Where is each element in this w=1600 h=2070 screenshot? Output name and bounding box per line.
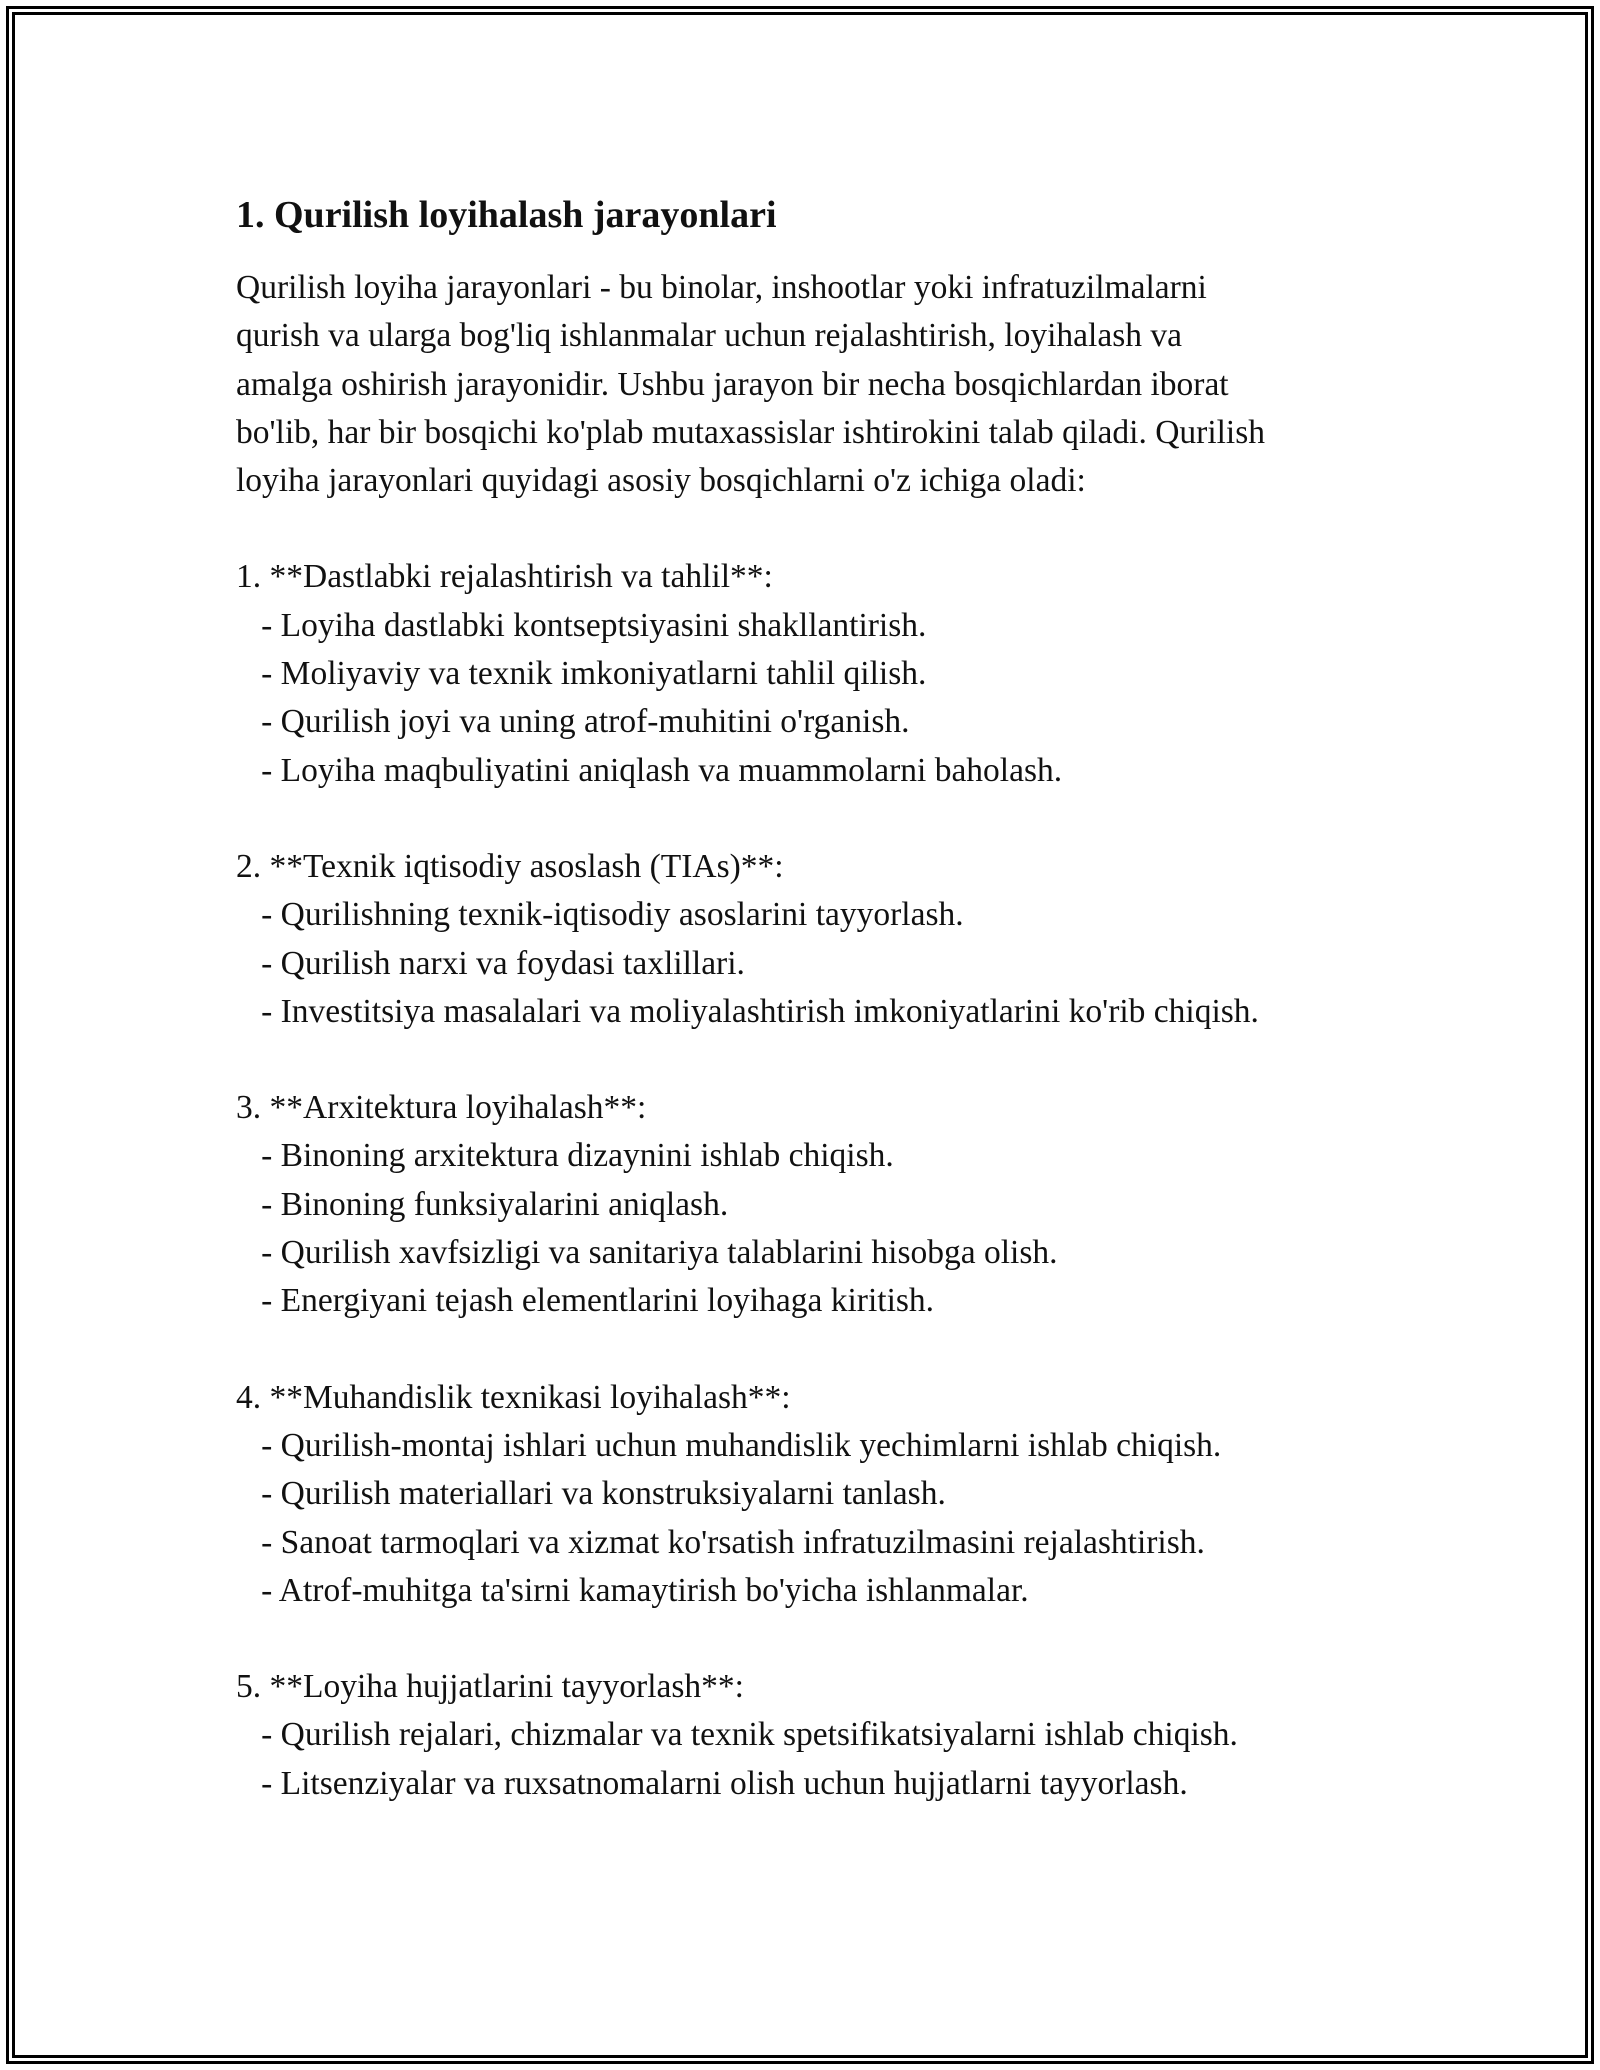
intro-line: bo'lib, har bir bosqichi ko'plab mutaxassislar ishtirokini talab qiladi. Qurilish xyxy=(236,413,1266,451)
stage-item: - Sanoat tarmoqlari va xizmat ko'rsatish infratuzilmasini rejalashtirish. xyxy=(236,1523,1205,1561)
stage-item: - Qurilish narxi va foydasi taxlillari. xyxy=(236,944,745,982)
stage-item: - Qurilishning texnik-iqtisodiy asoslarini tayyorlash. xyxy=(236,896,964,934)
intro-paragraph xyxy=(236,264,1386,505)
intro-line: Qurilish loyiha jarayonlari - bu binolar, inshootlar yoki infratuzilmalarni xyxy=(236,269,1207,306)
stages-list xyxy=(236,553,1386,1808)
intro-line: amalga oshirish jarayonidir. Ushbu jarayon bir necha bosqichlardan iborat xyxy=(236,365,1229,403)
document-body xyxy=(236,186,1386,1856)
intro-line: qurish va ularga bog'liq ishlanmalar uchun rejalashtirish, loyihalash va xyxy=(236,317,1182,355)
stage-item: - Qurilish rejalari, chizmalar va texnik spetsifikatsiyalarni ishlab chiqish. xyxy=(236,1716,1238,1754)
stage-item: - Loyiha maqbuliyatini aniqlash va muammolarni baholash. xyxy=(236,751,1063,789)
stage-title: 1. **Dastlabki rejalashtirish va tahlil**: xyxy=(236,558,773,596)
stage-item: - Qurilish joyi va uning atrof-muhitini o'rganish. xyxy=(236,703,910,741)
stage-item: - Qurilish materiallari va konstruksiyalarni tanlash. xyxy=(236,1475,946,1513)
stage-section xyxy=(236,1374,1386,1615)
stage-section xyxy=(236,1084,1386,1325)
stage-title: 4. **Muhandislik texnikasi loyihalash**: xyxy=(236,1378,791,1416)
stage-item: - Energiyani tejash elementlarini loyihaga kiritish. xyxy=(236,1282,935,1320)
stage-item: - Loyiha dastlabki kontseptsiyasini shakllantirish. xyxy=(236,606,927,644)
stage-title: 3. **Arxitektura loyihalash**: xyxy=(236,1089,647,1127)
stage-item: - Binoning arxitektura dizaynini ishlab chiqish. xyxy=(236,1137,894,1175)
stage-title: 2. **Texnik iqtisodiy asoslash (TIAs)**: xyxy=(236,847,784,885)
intro-line: loyiha jarayonlari quyidagi asosiy bosqichlarni o'z ichiga oladi: xyxy=(236,462,1086,500)
stage-item: - Moliyaviy va texnik imkoniyatlarni tahlil qilish. xyxy=(236,655,927,693)
stage-item: - Investitsiya masalalari va moliyalashtirish imkoniyatlarini ko'rib chiqish. xyxy=(236,992,1259,1030)
stage-item: - Binoning funksiyalarini aniqlash. xyxy=(236,1185,729,1223)
stage-item: - Qurilish xavfsizligi va sanitariya talablarini hisobga olish. xyxy=(236,1234,1058,1272)
stage-item: - Qurilish-montaj ishlari uchun muhandislik yechimlarni ishlab chiqish. xyxy=(236,1426,1222,1464)
stage-section xyxy=(236,553,1386,794)
document-heading: 1. Qurilish loyihalash jarayonlari xyxy=(236,194,777,236)
stage-item: - Atrof-muhitga ta'sirni kamaytirish bo'yicha ishlanmalar. xyxy=(236,1571,1029,1609)
stage-title: 5. **Loyiha hujjatlarini tayyorlash**: xyxy=(236,1668,744,1706)
stage-item: - Litsenziyalar va ruxsatnomalarni olish uchun hujjatlarni tayyorlash. xyxy=(236,1764,1188,1802)
stage-section xyxy=(236,1663,1386,1808)
stage-section xyxy=(236,843,1386,1036)
